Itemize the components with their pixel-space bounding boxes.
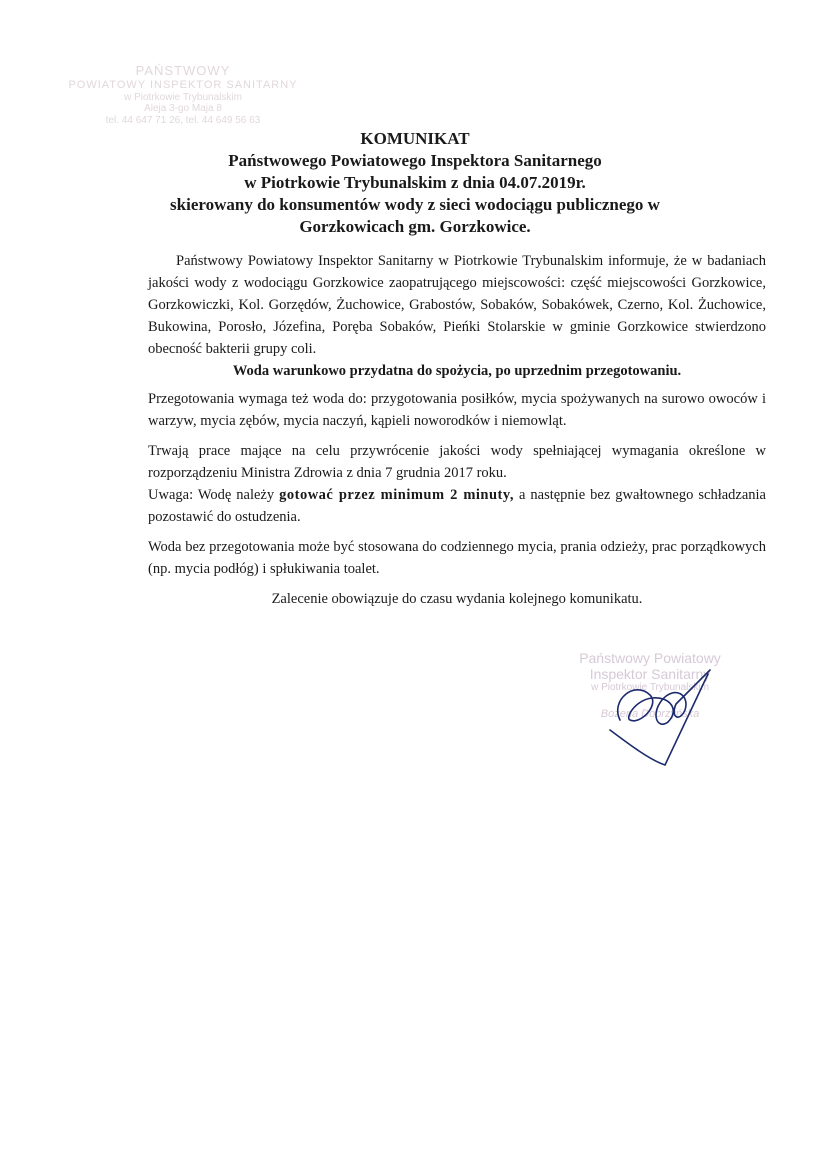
stamp-line: POWIATOWY INSPEKTOR SANITARNY — [68, 78, 298, 91]
paragraph-validity: Zalecenie obowiązuje do czasu wydania kolejnego komunikatu. — [271, 591, 643, 607]
stamp-line: Aleja 3-go Maja 8 — [144, 103, 222, 115]
office-stamp — [58, 64, 308, 126]
paragraph-unboiled-uses: Woda bez przegotowania może być stosowana do codziennego mycia, prania odzieży, prac porządkowych (np. mycia podłóg) i spłukiwania toalet. — [148, 539, 766, 577]
stamp-line: tel. 44 647 71 26, tel. 44 649 56 63 — [105, 114, 261, 126]
findings-emphasis: Woda warunkowo przydatna do spożycia, po uprzednim przegotowaniu. — [232, 363, 682, 379]
paragraph-boiling-uses: Przegotowania wymaga też woda do: przygotowania posiłków, mycia spożywanych na surowo owoców i warzyw, mycia zębów, mycia naczyń, kąpieli noworodków i niemowląt. — [148, 391, 766, 429]
handwritten-signature — [590, 660, 730, 770]
heading-line: Gorzkowicach gm. Gorzkowice. — [299, 217, 531, 236]
heading-line: skierowany do konsumentów wody z sieci wodociągu publicznego w — [170, 195, 660, 214]
stamp-line: w Piotrkowie Trybunalskim — [591, 682, 709, 694]
warning-note — [148, 484, 766, 528]
works-text: Trwają prace mające na celu przywrócenie jakości wody spełniającej wymagania określone w rozporządzeniu Ministra Zdrowia z dnia 7 grudnia 2017 roku. — [148, 443, 766, 481]
stamp-name: Bożena Dobrzyńska — [600, 707, 700, 720]
stamp-line: Państwowy Powiatowy — [579, 650, 721, 666]
warning-prefix: Uwaga: Wodę należy — [148, 487, 275, 503]
warning-suffix: a następnie bez gwałtownego schładzania pozostawić do ostudzenia. — [148, 487, 766, 525]
paragraph-works — [148, 440, 766, 528]
stamp-line: w Piotrkowie Trybunalskim — [124, 91, 242, 103]
document-title: KOMUNIKAT — [360, 129, 470, 148]
heading-line: Państwowego Powiatowego Inspektora Sanitarnego — [228, 151, 602, 170]
warning-bold: gotować przez minimum 2 minuty, — [279, 487, 514, 503]
findings-text: Państwowy Powiatowy Inspektor Sanitarny w Piotrkowie Trybunalskim informuje, że w badaniach jakości wody z wodociągu Gorzkowice zaopatrującego miejscowości: część miejscowości Gorzkowice, Gorzkowiczki, Kol. Gorzędów, Żuchowice, Grabostów, Sobaków, Sobakówek, Czerno, Kol. Żuchowice, Bukowina, Porosło, Józefina, Poręba Sobaków, Pieńki Stolarskie w gminie Gorzkowice stwierdzono obecność bakterii grupy coli. — [148, 253, 766, 357]
paragraph-findings — [148, 250, 766, 382]
stamp-line: PAŃSTWOWY — [135, 63, 231, 78]
document-heading — [150, 128, 680, 238]
heading-line: w Piotrkowie Trybunalskim z dnia 04.07.2019r. — [244, 173, 586, 192]
stamp-line: Inspektor Sanitarny — [589, 666, 711, 683]
